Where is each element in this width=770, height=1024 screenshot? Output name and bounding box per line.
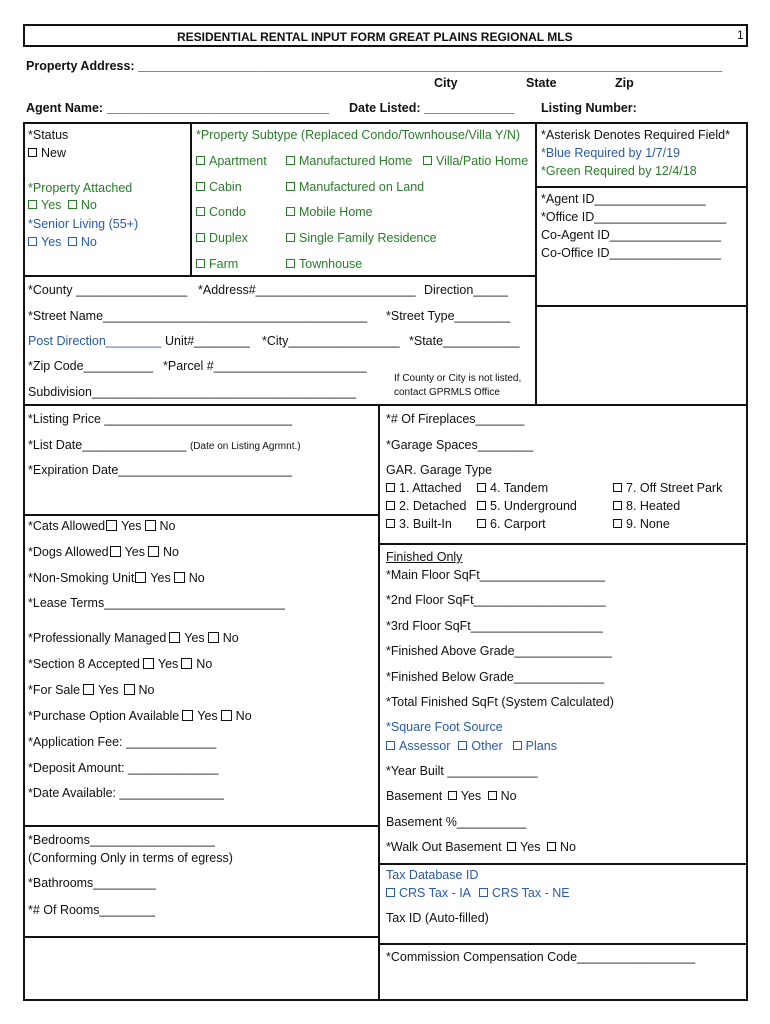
option-label: CRS Tax - NE <box>492 886 570 900</box>
subtype-cabin[interactable] <box>196 181 242 194</box>
office-id-field[interactable]: *Office ID___________________ <box>541 210 727 224</box>
checkbox-icon[interactable] <box>458 741 467 750</box>
location-note-1: If County or City is not listed, <box>394 373 522 384</box>
senior-living-label: *Senior Living (55+) <box>28 217 139 231</box>
option-label: Cabin <box>209 180 242 194</box>
checkbox-icon[interactable] <box>196 233 205 242</box>
list-date-field[interactable] <box>28 439 301 452</box>
option-label: 1. Attached <box>399 481 462 495</box>
agent-id-field[interactable]: *Agent ID________________ <box>541 192 706 206</box>
finished-only-heading: Finished Only <box>386 550 463 564</box>
option-label: 3. Built-In <box>399 517 452 531</box>
bedrooms-field[interactable]: *Bedrooms__________________ <box>28 833 215 847</box>
option-label: 9. None <box>626 517 670 531</box>
bathrooms-field[interactable]: *Bathrooms_________ <box>28 876 156 890</box>
garage-type-label: GAR. Garage Type <box>386 463 493 477</box>
subtype-single-family[interactable] <box>286 232 437 245</box>
option-label: Yes <box>197 709 218 723</box>
field-label: *Non-Smoking Unit <box>28 571 135 585</box>
walkout-basement-field[interactable] <box>386 841 576 854</box>
option-label: Mobile Home <box>299 205 373 219</box>
address-field[interactable]: *Address#_______________________ <box>198 283 416 297</box>
checkbox-icon[interactable] <box>148 546 159 557</box>
option-label: Apartment <box>209 154 267 168</box>
form-title: RESIDENTIAL RENTAL INPUT FORM GREAT PLAINS REGIONAL MLS <box>177 30 573 44</box>
subtype-title: *Property Subtype (Replaced Condo/Townhouse/Villa Y/N) <box>196 128 521 142</box>
property-attached-options[interactable] <box>28 199 97 212</box>
checkbox-icon[interactable] <box>135 572 146 583</box>
checkbox-icon[interactable] <box>196 207 205 216</box>
checkbox-icon[interactable] <box>613 501 622 510</box>
checkbox-icon[interactable] <box>477 501 486 510</box>
checkbox-icon[interactable] <box>286 156 295 165</box>
commission-code-field[interactable]: *Commission Compensation Code_________________ <box>386 950 696 964</box>
checkbox-icon[interactable] <box>547 842 556 851</box>
option-label: Duplex <box>209 231 248 245</box>
checkbox-icon[interactable] <box>507 842 516 851</box>
field-label: *Dogs Allowed <box>28 545 109 559</box>
checkbox-icon[interactable] <box>83 684 94 695</box>
option-label: No <box>196 657 213 671</box>
subdivision-field[interactable]: Subdivision______________________________________ <box>28 385 357 399</box>
year-built-field[interactable]: *Year Built _____________ <box>386 764 538 778</box>
garage-built-in[interactable] <box>386 518 452 531</box>
county-field[interactable]: *County ________________ <box>28 283 188 297</box>
professionally-managed-field[interactable] <box>28 632 239 645</box>
garage-heated[interactable] <box>613 500 680 513</box>
option-label: Yes <box>98 683 119 697</box>
checkbox-icon[interactable] <box>196 156 205 165</box>
tax-id-label: Tax ID (Auto-filled) <box>386 911 489 925</box>
option-label: Yes <box>41 198 62 212</box>
legend-blue: *Blue Required by 1/7/19 <box>541 146 680 160</box>
expiration-date-field[interactable]: *Expiration Date_________________________ <box>28 463 293 477</box>
basement-field[interactable] <box>386 790 517 803</box>
checkbox-icon[interactable] <box>68 237 77 246</box>
garage-spaces-field[interactable]: *Garage Spaces________ <box>386 438 534 452</box>
date-listed-field[interactable]: Date Listed: _____________ <box>349 101 515 115</box>
agent-name-field[interactable]: Agent Name: ________________________________ <box>26 101 330 115</box>
legend-asterisk: *Asterisk Denotes Required Field* <box>541 128 730 142</box>
senior-living-options[interactable] <box>28 236 97 249</box>
unit-field[interactable]: Unit#________ <box>165 334 250 348</box>
application-fee-field[interactable]: *Application Fee: _____________ <box>28 735 217 749</box>
option-label: Farm <box>209 257 239 271</box>
total-finished-sqft-label: *Total Finished SqFt (System Calculated) <box>386 695 614 709</box>
subtype-townhouse[interactable] <box>286 258 362 271</box>
option-label: Other <box>471 739 503 753</box>
checkbox-icon[interactable] <box>386 483 395 492</box>
option-label: Yes <box>184 631 205 645</box>
checkbox-icon[interactable] <box>477 483 486 492</box>
deposit-amount-field[interactable]: *Deposit Amount: _____________ <box>28 761 219 775</box>
state-field[interactable]: *State___________ <box>409 334 520 348</box>
rooms-count-field[interactable]: *# Of Rooms________ <box>28 903 156 917</box>
location-note-2: contact GPRMLS Office <box>394 387 500 398</box>
checkbox-icon[interactable] <box>423 156 432 165</box>
checkbox-icon[interactable] <box>613 519 622 528</box>
property-address-field[interactable]: Property Address: ____________________________________________________________________________________ <box>26 59 723 73</box>
main-floor-sqft-field[interactable]: *Main Floor SqFt__________________ <box>386 568 605 582</box>
option-label: Assessor <box>399 739 451 753</box>
option-label: Yes <box>460 789 482 803</box>
listing-number-label: Listing Number: <box>541 101 637 115</box>
checkbox-icon[interactable] <box>124 684 135 695</box>
option-label: Yes <box>41 235 62 249</box>
checkbox-icon[interactable] <box>196 182 205 191</box>
sqft-source-label: *Square Foot Source <box>386 720 503 734</box>
location-right-box <box>535 305 748 406</box>
checkbox-icon[interactable] <box>613 483 622 492</box>
dogs-allowed-field[interactable] <box>28 546 179 559</box>
finished-below-grade-field[interactable]: *Finished Below Grade_____________ <box>386 670 605 684</box>
list-date-note: (Date on Listing Agrmnt.) <box>189 441 301 452</box>
bottom-left-box <box>23 936 380 1001</box>
post-direction-field[interactable]: Post Direction________ <box>28 334 162 348</box>
option-label: No <box>80 235 97 249</box>
section-8-field[interactable] <box>28 658 212 671</box>
legend-green: *Green Required by 12/4/18 <box>541 164 697 178</box>
checkbox-icon[interactable] <box>169 632 180 643</box>
subtype-farm[interactable] <box>196 258 238 271</box>
checkbox-icon[interactable] <box>28 237 37 246</box>
option-label: No <box>235 709 252 723</box>
status-new-option[interactable] <box>28 147 66 160</box>
direction-field[interactable]: Direction_____ <box>424 283 509 297</box>
option-label: New <box>41 146 67 160</box>
checkbox-icon[interactable] <box>181 658 192 669</box>
checkbox-icon[interactable] <box>174 572 185 583</box>
option-label: No <box>500 789 517 803</box>
cats-allowed-field[interactable] <box>28 520 176 533</box>
garage-carport[interactable] <box>477 518 546 531</box>
third-floor-sqft-field[interactable]: *3rd Floor SqFt___________________ <box>386 619 603 633</box>
list-date-label: *List Date_______________ <box>28 438 187 452</box>
city-field[interactable]: *City________________ <box>262 334 400 348</box>
city-label: City <box>434 76 458 90</box>
checkbox-icon[interactable] <box>145 520 156 531</box>
field-label: *Walk Out Basement <box>386 840 502 854</box>
checkbox-icon[interactable] <box>386 888 395 897</box>
garage-detached[interactable] <box>386 500 466 513</box>
checkbox-icon[interactable] <box>386 519 395 528</box>
basement-percent-field[interactable]: Basement %__________ <box>386 815 527 829</box>
checkbox-icon[interactable] <box>110 546 121 557</box>
checkbox-icon[interactable] <box>488 791 497 800</box>
option-label: No <box>159 519 176 533</box>
option-label: Yes <box>150 571 171 585</box>
for-sale-field[interactable] <box>28 684 155 697</box>
option-label: Condo <box>209 205 246 219</box>
status-box <box>23 122 537 277</box>
option-label: Yes <box>121 519 142 533</box>
second-floor-sqft-field[interactable]: *2nd Floor SqFt___________________ <box>386 593 606 607</box>
checkbox-icon[interactable] <box>386 501 395 510</box>
field-label: *Cats Allowed <box>28 519 106 533</box>
tax-database-label: Tax Database ID <box>386 868 479 882</box>
listing-price-field[interactable]: *Listing Price ___________________________ <box>28 412 293 426</box>
checkbox-icon[interactable] <box>448 791 457 800</box>
checkbox-icon[interactable] <box>106 520 117 531</box>
option-label: Single Family Residence <box>299 231 437 245</box>
state-label: State <box>526 76 557 90</box>
checkbox-icon[interactable] <box>286 233 295 242</box>
conforming-note: (Conforming Only in terms of egress) <box>28 851 233 865</box>
option-label: CRS Tax - IA <box>399 886 472 900</box>
field-label: *Section 8 Accepted <box>28 657 140 671</box>
sqft-source-options[interactable] <box>386 740 557 753</box>
option-label: No <box>138 683 155 697</box>
page-number: 1 <box>737 28 744 42</box>
checkbox-icon[interactable] <box>208 632 219 643</box>
option-label: 7. Off Street Park <box>626 481 723 495</box>
finished-above-grade-field[interactable]: *Finished Above Grade______________ <box>386 644 612 658</box>
checkbox-icon[interactable] <box>221 710 232 721</box>
checkbox-icon[interactable] <box>143 658 154 669</box>
checkbox-icon[interactable] <box>28 200 37 209</box>
subtype-divider <box>190 122 192 277</box>
field-label: *Purchase Option Available <box>28 709 180 723</box>
date-available-field[interactable]: *Date Available: _______________ <box>28 786 224 800</box>
subtype-mobile-home[interactable] <box>286 206 373 219</box>
option-label: Villa/Patio Home <box>436 154 529 168</box>
checkbox-icon[interactable] <box>286 182 295 191</box>
subtype-manufactured-land[interactable] <box>286 181 424 194</box>
checkbox-icon[interactable] <box>68 200 77 209</box>
lease-terms-field[interactable]: *Lease Terms__________________________ <box>28 596 285 610</box>
option-label: Yes <box>157 657 179 671</box>
option-label: 8. Heated <box>626 499 681 513</box>
option-label: 5. Underground <box>490 499 577 513</box>
checkbox-icon[interactable] <box>386 741 395 750</box>
option-label: 6. Carport <box>490 517 546 531</box>
option-label: 4. Tandem <box>490 481 549 495</box>
field-label: *Professionally Managed <box>28 631 167 645</box>
field-label: *For Sale <box>28 683 81 697</box>
checkbox-icon[interactable] <box>477 519 486 528</box>
fireplaces-field[interactable]: *# Of Fireplaces_______ <box>386 412 525 426</box>
non-smoking-field[interactable] <box>28 572 205 585</box>
option-label: Manufactured on Land <box>299 180 425 194</box>
parcel-field[interactable]: *Parcel #______________________ <box>163 359 367 373</box>
checkbox-icon[interactable] <box>286 259 295 268</box>
option-label: Yes <box>520 840 541 854</box>
option-label: No <box>559 840 576 854</box>
option-label: 2. Detached <box>399 499 467 513</box>
cooffice-id-field[interactable]: Co-Office ID________________ <box>541 246 721 260</box>
subtype-villa[interactable] <box>423 155 528 168</box>
option-label: Townhouse <box>299 257 363 271</box>
subtype-condo[interactable] <box>196 206 246 219</box>
subtype-duplex[interactable] <box>196 232 248 245</box>
checkbox-icon[interactable] <box>513 741 522 750</box>
option-label: Yes <box>124 545 146 559</box>
garage-none[interactable] <box>613 518 670 531</box>
subtype-apartment[interactable] <box>196 155 267 168</box>
subtype-manufactured-home[interactable] <box>286 155 412 168</box>
option-label: No <box>188 571 205 585</box>
option-label: No <box>222 631 239 645</box>
checkbox-icon[interactable] <box>286 207 295 216</box>
garage-underground[interactable] <box>477 500 577 513</box>
garage-off-street[interactable] <box>613 482 722 495</box>
tax-database-options[interactable] <box>386 887 570 900</box>
garage-tandem[interactable] <box>477 482 548 495</box>
option-label: Plans <box>525 739 557 753</box>
zip-field[interactable]: *Zip Code__________ <box>28 359 154 373</box>
garage-attached[interactable] <box>386 482 462 495</box>
option-label: No <box>80 198 97 212</box>
option-label: No <box>163 545 179 559</box>
field-label: Basement <box>386 789 443 803</box>
checkbox-icon[interactable] <box>479 888 488 897</box>
street-name-field[interactable]: *Street Name______________________________________ <box>28 309 368 323</box>
coagent-id-field[interactable]: Co-Agent ID________________ <box>541 228 722 242</box>
checkbox-icon[interactable] <box>28 148 37 157</box>
status-label: *Status <box>28 128 69 142</box>
checkbox-icon[interactable] <box>182 710 193 721</box>
checkbox-icon[interactable] <box>196 259 205 268</box>
zip-label: Zip <box>615 76 634 90</box>
property-attached-label: *Property Attached <box>28 181 133 195</box>
purchase-option-field[interactable] <box>28 710 252 723</box>
option-label: Manufactured Home <box>299 154 413 168</box>
street-type-field[interactable]: *Street Type________ <box>386 309 511 323</box>
